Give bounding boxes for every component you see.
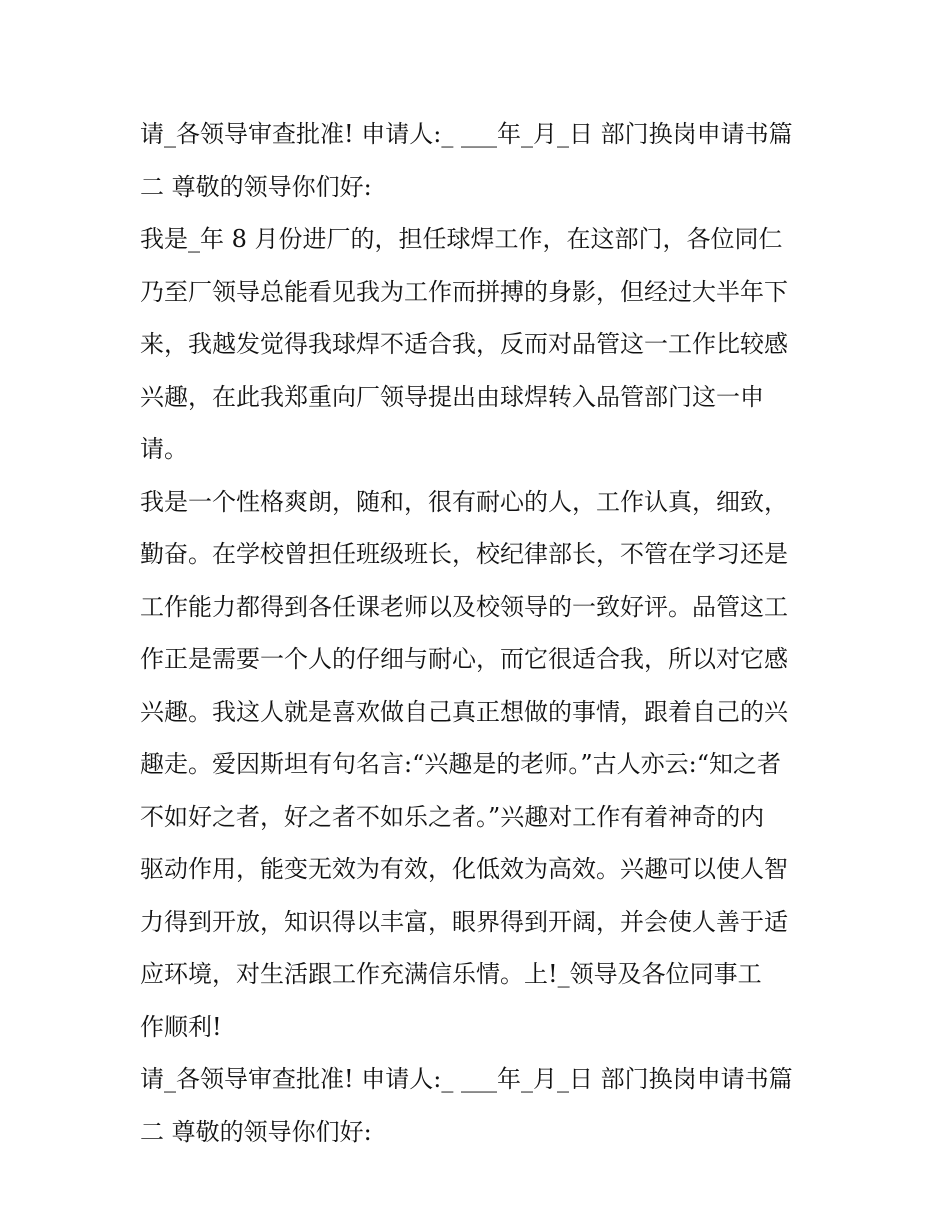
text-line-11: 作正是需要一个人的仔细与耐心，而它很适合我，所以对它感 — [140, 645, 788, 673]
text-line-18: 作顺利! — [140, 1012, 222, 1041]
text-line-20: 二 尊敬的领导你们好: — [140, 1117, 372, 1146]
document-body — [140, 108, 820, 1158]
text-line-4: 乃至厂领导总能看见我为工作而拼搏的身影，但经过大半年下 — [140, 277, 788, 306]
text-line-16: 力得到开放，知识得以丰富，眼界得到开阔，并会使人善于适 — [140, 907, 788, 936]
text-line-1: 请_各领导审查批准! 申请人:_ ___年_月_日 部门换岗申请书篇 — [140, 120, 793, 148]
text-line-14: 不如好之者，好之者不如乐之者。”兴趣对工作有着神奇的内 — [140, 802, 765, 831]
text-line-6: 兴趣，在此我郑重向厂领导提出由球焊转入品管部门这一申 — [140, 382, 764, 411]
text-line-15: 驱动作用，能变无效为有效，化低效为高效。兴趣可以使人智 — [140, 855, 788, 883]
text-line-8: 我是一个性格爽朗，随和，很有耐心的人，工作认真，细致， — [140, 487, 788, 516]
text-line-10: 工作能力都得到各任课老师以及校领导的一致好评。品管这工 — [140, 592, 788, 621]
text-line-5: 来，我越发觉得我球焊不适合我，反而对品管这一工作比较感 — [140, 330, 788, 358]
text-line-12: 兴趣。我这人就是喜欢做自己真正想做的事情，跟着自己的兴 — [140, 697, 788, 726]
text-line-3: 我是_年 8 月份进厂的，担任球焊工作，在这部门，各位同仁 — [140, 225, 783, 253]
text-line-17: 应环境，对生活跟工作充满信乐情。上!_领导及各位同事工 — [140, 960, 762, 988]
text-line-19: 请_各领导审查批准! 申请人:_ ___年_月_日 部门换岗申请书篇 — [140, 1065, 793, 1093]
text-line-9: 勤奋。在学校曾担任班级班长，校纪律部长，不管在学习还是 — [140, 540, 788, 568]
text-line-2: 二 尊敬的领导你们好: — [140, 172, 372, 201]
text-line-13: 趣走。爱因斯坦有句名言:“兴趣是的老师。”古人亦云:“知之者 — [140, 750, 781, 778]
text-line-7: 请。 — [140, 435, 188, 463]
